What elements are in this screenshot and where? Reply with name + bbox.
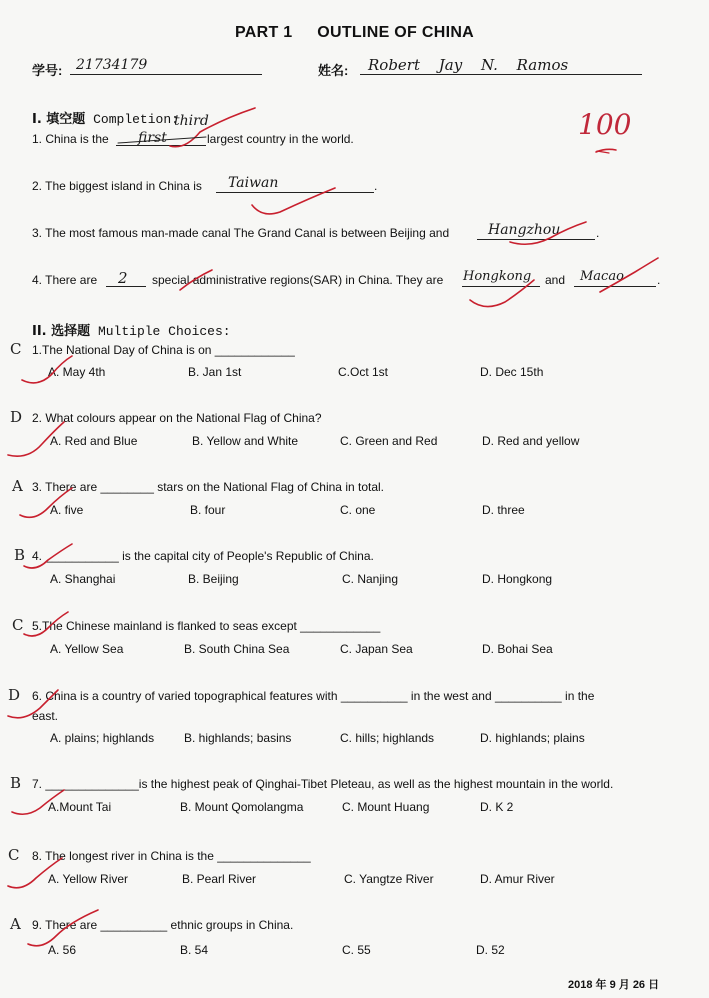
mc-option-d: D. highlands; plains	[480, 731, 585, 745]
section2-heading-cn: II. 选择题	[32, 324, 91, 339]
mc-question: 3. There are ________ stars on the National Flag of China in total.	[32, 480, 385, 494]
fill-q1-crossed: first	[138, 130, 167, 146]
fill-q4-line2	[462, 286, 540, 287]
name-line	[360, 74, 642, 75]
fill-q4-pre: 4. There are	[32, 273, 98, 287]
mc-option-d: D. Bohai Sea	[482, 642, 553, 656]
mc-option-c: C.Oct 1st	[338, 365, 389, 379]
mc-option-a: A. 56	[48, 943, 77, 957]
mc-option-c: C. Yangtze River	[344, 872, 434, 886]
fill-q2-answer: Taiwan	[228, 175, 279, 191]
fill-q2-pre: 2. The biggest island in China is	[32, 179, 202, 193]
fill-q4-line3	[574, 286, 656, 287]
underline-mark	[596, 149, 616, 152]
fill-q4-answer3: Macao	[580, 269, 624, 284]
mc-answer-mark: C	[10, 340, 22, 358]
mc-question: 6. China is a country of varied topographical features with __________ in the west and __________ in the	[32, 689, 595, 703]
fill-q2-line	[216, 192, 374, 193]
mc-question: 1.The National Day of China is on ____________	[32, 343, 295, 357]
mc-option-a: A. Shanghai	[50, 572, 116, 586]
mc-option-d: D. K 2	[480, 800, 514, 814]
mc-question: 4. ___________ is the capital city of People's Republic of China.	[32, 549, 374, 563]
fill-q4-line1	[106, 286, 146, 287]
mc-option-c: C. 55	[342, 943, 371, 957]
mc-option-b: B. four	[190, 503, 226, 517]
fill-q1-line	[116, 145, 206, 146]
mc-option-a: A. plains; highlands	[50, 731, 155, 745]
fill-q3-pre: 3. The most famous man-made canal The Grand Canal is between Beijing and	[32, 226, 450, 240]
topic-label: OUTLINE OF CHINA	[317, 24, 475, 41]
mc-answer-mark: B	[14, 546, 26, 564]
mc-answer-mark: C	[8, 846, 20, 864]
mc-option-b: B. Pearl River	[182, 872, 257, 886]
mc-option-c: C. Mount Huang	[342, 800, 430, 814]
section2-heading	[32, 320, 231, 339]
fill-q3-answer: Hangzhou	[488, 222, 561, 238]
mc-answer-mark: D	[8, 686, 21, 704]
mc-option-a: A. May 4th	[48, 365, 106, 379]
mc-option-b: B. Jan 1st	[188, 365, 242, 379]
mc-option-c: C. Green and Red	[340, 434, 438, 448]
fill-q4-answer2: Hongkong	[463, 269, 532, 284]
fill-q1-pre: 1. China is the	[32, 132, 109, 146]
mc-option-b: B. Yellow and White	[192, 434, 299, 448]
name-label: 姓名:	[318, 63, 349, 78]
mc-answer-mark: D	[10, 408, 23, 426]
fill-q2-post: .	[374, 179, 378, 193]
mc-option-b: B. Beijing	[188, 572, 239, 586]
mc-option-a: A. Yellow Sea	[50, 642, 124, 656]
section1-heading-en: Completion:	[93, 112, 179, 127]
mc-option-b: B. Mount Qomolangma	[180, 800, 304, 814]
fill-q1-post: largest country in the world.	[207, 132, 354, 146]
student-no-value: 21734179	[76, 57, 148, 73]
mc-question: 2. What colours appear on the National Flag of China?	[32, 411, 322, 425]
mc-option-d: D. Hongkong	[482, 572, 553, 586]
mc-question-cont: east.	[32, 709, 59, 723]
mc-option-a: A.Mount Tai	[48, 800, 112, 814]
mc-option-d: D. Red and yellow	[482, 434, 580, 448]
mc-option-d: D. 52	[476, 943, 505, 957]
student-no-label: 学号:	[32, 63, 63, 78]
name-value: Robert Jay N. Ramos	[368, 56, 569, 74]
mc-option-c: C. Japan Sea	[340, 642, 413, 656]
mc-answer-mark: C	[12, 616, 24, 634]
mc-option-d: D. three	[482, 503, 525, 517]
fill-q3-post: .	[596, 226, 600, 240]
mc-question: 5.The Chinese mainland is flanked to seas except ____________	[32, 619, 381, 633]
part-label: PART 1	[234, 24, 293, 41]
footer-date: 2018 年 9 月 26 日	[568, 979, 660, 991]
mc-option-b: B. highlands; basins	[184, 731, 292, 745]
mc-option-c: C. Nanjing	[342, 572, 399, 586]
mc-option-d: D. Amur River	[480, 872, 555, 886]
mc-answer-mark: B	[10, 774, 22, 792]
mc-question: 8. The longest river in China is the ______________	[32, 849, 311, 863]
score: 100	[578, 108, 632, 141]
fill-q1-correction: third	[174, 113, 209, 129]
section1-heading	[32, 108, 179, 127]
mc-question: 9. There are __________ ethnic groups in China.	[32, 918, 294, 932]
mc-option-a: A. five	[50, 503, 84, 517]
mc-answer-mark: A	[12, 477, 23, 495]
mc-answer-mark: A	[10, 915, 21, 933]
student-no-line	[70, 74, 262, 75]
mc-option-a: A. Yellow River	[48, 872, 129, 886]
mc-option-b: B. South China Sea	[184, 642, 290, 656]
fill-q4-and: and	[545, 273, 566, 287]
fill-q4-mid: special administrative regions(SAR) in China. They are	[152, 273, 444, 287]
section1-heading-cn: I. 填空题	[32, 112, 86, 127]
score-underline	[597, 151, 609, 153]
mc-option-c: C. hills; highlands	[340, 731, 435, 745]
section2-heading-en: Multiple Choices:	[97, 324, 231, 339]
fill-q3-line	[477, 239, 595, 240]
fill-q4-answer1: 2	[118, 269, 128, 287]
page-title	[0, 24, 709, 42]
mc-option-d: D. Dec 15th	[480, 365, 544, 379]
mc-option-c: C. one	[340, 503, 376, 517]
mc-question: 7. ______________is the highest peak of Qinghai-Tibet Pleteau, as well as the highest mountain in the world.	[32, 777, 614, 791]
mc-option-a: A. Red and Blue	[50, 434, 138, 448]
mc-option-b: B. 54	[180, 943, 209, 957]
fill-q4-post: .	[657, 273, 661, 287]
